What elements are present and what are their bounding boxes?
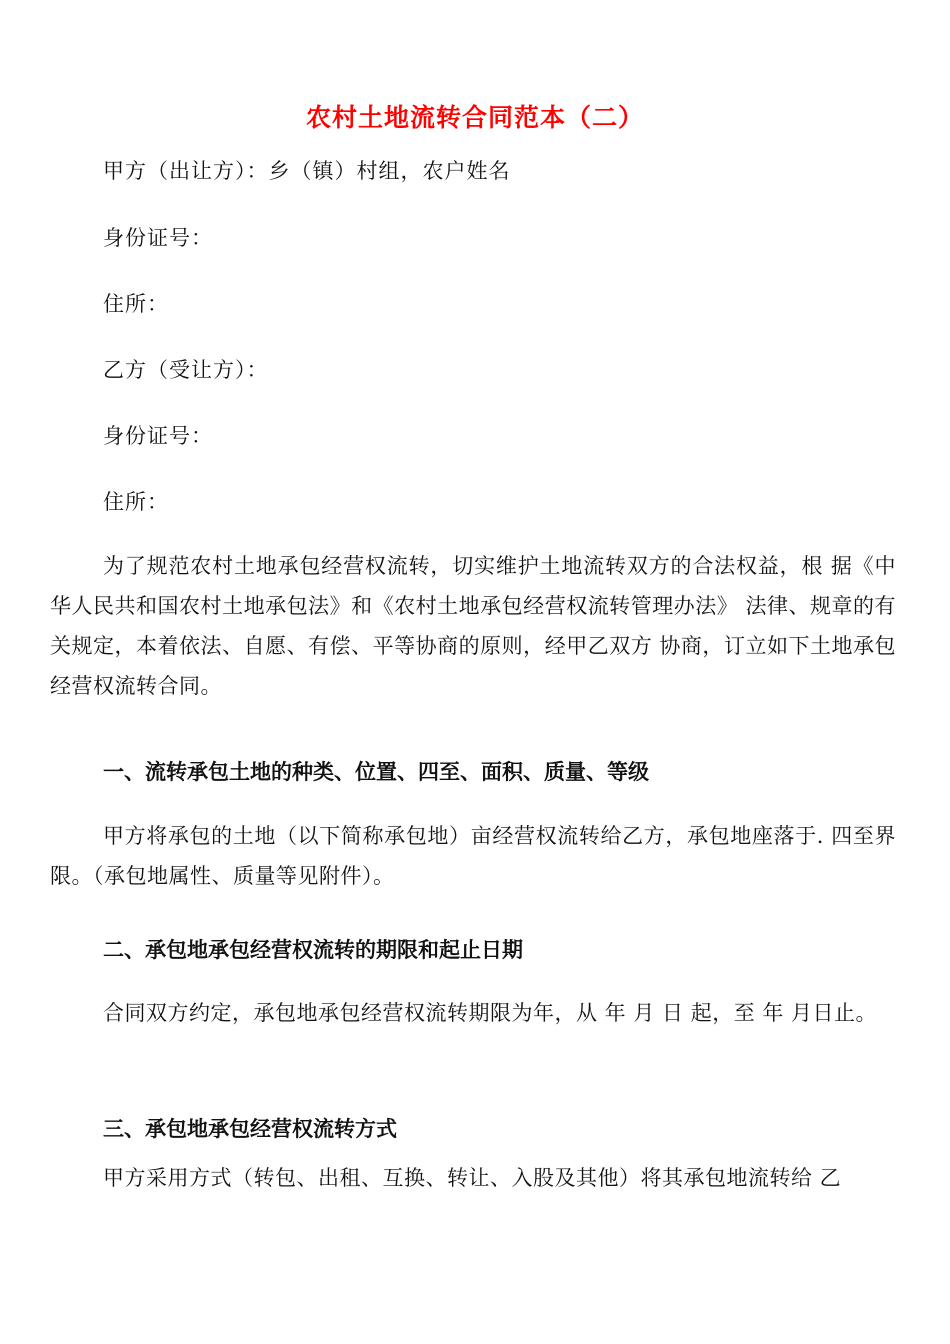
party-b-address-line: 住所： [103,490,169,514]
document-title: 农村土地流转合同范本（二） [305,103,644,132]
party-b-line: 乙方（受让方）： [103,358,269,382]
section-1-heading: 一、流转承包土地的种类、位置、四至、面积、质量、等级 [103,760,649,784]
section-2-body: 合同双方约定，承包地承包经营权流转期限为年，从 年 月 日 起，至 年 月日止。 [103,1001,878,1025]
section-3-heading: 三、承包地承包经营权流转方式 [103,1117,397,1141]
section-3-body: 甲方采用方式（转包、出租、互换、转让、入股及其他）将其承包地流转给 乙 [103,1166,842,1190]
section-1-body: 甲方将承包的土地（以下简称承包地）亩经营权流转给乙方，承包地座落于. 四至界限。（承包地属性、质量等见附件）。 [50,824,896,888]
party-a-id-line: 身份证号： [103,226,213,250]
party-a-address-line: 住所： [103,292,169,316]
party-b-id-line: 身份证号： [103,424,213,448]
preamble-paragraph: 为了规范农村土地承包经营权流转，切实维护土地流转双方的合法权益，根 据《中华人民共和国农村土地承包法》和《农村土地承包经营权流转管理办法》 法律、规章的有关规定，本着依法、自愿、有偿、平等协商的原则，经甲乙双方 协商，订立如下土地承包经营权流转合同。 [50,554,896,698]
section-2-heading: 二、承包地承包经营权流转的期限和起止日期 [103,938,523,962]
party-a-line: 甲方（出让方）：乡（镇）村组，农户姓名 [103,159,511,183]
